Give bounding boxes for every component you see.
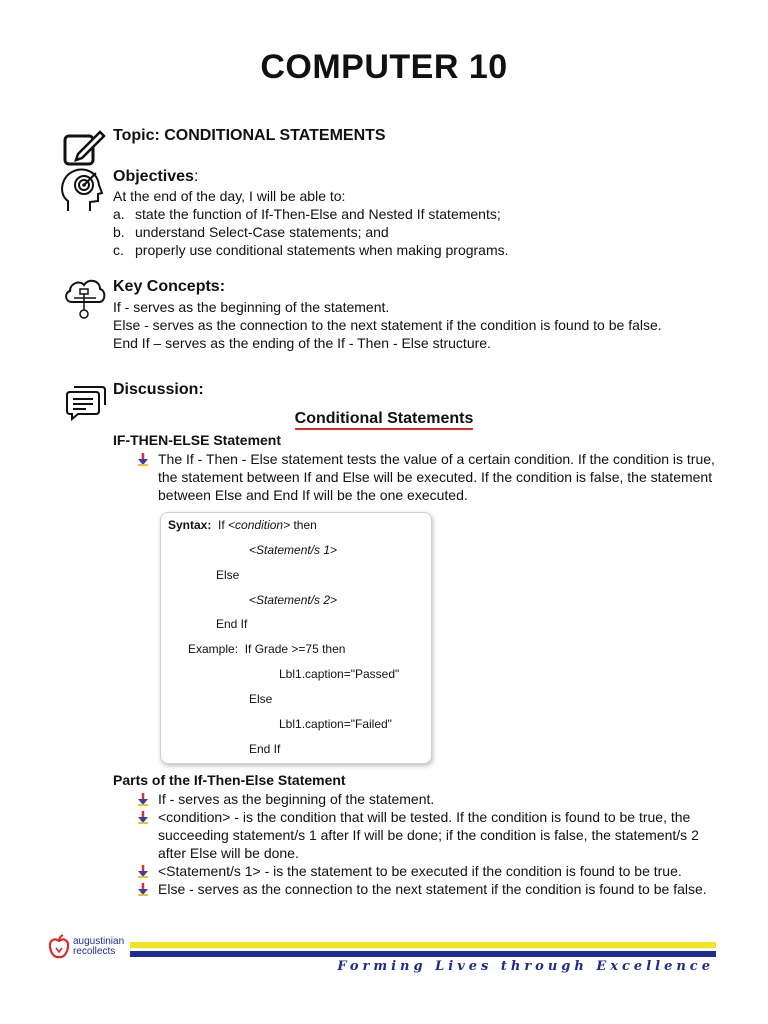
key-concept-line: If - serves as the beginning of the statement. <box>113 299 390 315</box>
list-item: c. properly use conditional statements when making programs. <box>113 242 509 258</box>
list-item: <Statement/s 1> - is the statement to be executed if the condition is found to be true. <box>136 862 726 880</box>
intro-bullet-list <box>136 450 716 504</box>
key-concept-line: End If – serves as the ending of the If - Then - Else structure. <box>113 335 491 351</box>
objectives-heading: Objectives: <box>113 168 199 185</box>
cloud-network-icon <box>62 272 108 322</box>
objectives-intro: At the end of the day, I will be able to: <box>113 188 346 204</box>
footer-motto: Forming Lives through Excellence <box>337 959 714 974</box>
list-item: If - serves as the beginning of the statement. <box>136 790 726 808</box>
footer-blue-bar <box>130 951 716 957</box>
example-end-if: End If <box>249 742 281 756</box>
edit-note-icon <box>62 128 106 168</box>
bullet-arrow-icon <box>136 810 150 824</box>
discussion-heading: Discussion: <box>113 381 204 398</box>
bullet-arrow-icon <box>136 882 150 896</box>
example-failed: Lbl1.caption="Failed" <box>279 717 392 731</box>
list-item: a. state the function of If-Then-Else and Nested If statements; <box>113 206 501 222</box>
footer-yellow-bar <box>130 942 716 948</box>
parts-list <box>136 790 726 898</box>
list-item: The If - Then - Else statement tests the value of a certain condition. If the condition is true, the statement between If and Else will be executed. If the condition is false, the statement between Else and End If will be the one executed. <box>136 450 716 504</box>
example-else: Else <box>249 692 273 706</box>
target-head-icon <box>58 165 104 215</box>
bullet-arrow-icon <box>136 452 150 466</box>
key-concepts-heading: Key Concepts: <box>113 278 226 295</box>
bullet-arrow-icon <box>136 864 150 878</box>
example-passed: Lbl1.caption="Passed" <box>279 667 400 681</box>
bullet-arrow-icon <box>136 792 150 806</box>
logo-line-2: recollects <box>73 946 116 957</box>
syntax-label: Syntax: <box>168 518 212 532</box>
topic-value: CONDITIONAL STATEMENTS <box>164 127 386 144</box>
syntax-box: Syntax: If <condition> then <Statement/s 1> Else <Statement/s 2> End If Example: If Grade >=75 then Lbl1.caption="Passed" Else Lbl1.caption="Failed" End If <box>160 512 432 764</box>
logo-line-1: augustinian <box>73 936 125 947</box>
section-title: Conditional Statements <box>0 410 768 428</box>
list-item: Else - serves as the connection to the next statement if the condition is found to be false. <box>136 880 726 898</box>
topic-line <box>113 127 386 145</box>
topic-label: Topic: <box>113 127 165 144</box>
apple-logo-icon <box>48 934 70 960</box>
statement-2: <Statement/s 2> <box>249 593 338 607</box>
else-keyword: Else <box>216 568 240 582</box>
statement-1: <Statement/s 1> <box>249 543 338 557</box>
list-item: <condition> - is the condition that will be tested. If the condition is found to be true, the succeeding statement/s 1 after If will be done; if the condition is false, the statement/s 2 after Else will be done. <box>136 808 726 862</box>
school-logo <box>48 934 124 960</box>
if-then-else-subheading: IF-THEN-ELSE Statement <box>113 432 282 448</box>
example-label: Example: <box>188 642 239 656</box>
end-if-keyword: End If <box>216 617 248 631</box>
objectives-list <box>113 205 713 259</box>
list-item: b. understand Select-Case statements; and <box>113 224 389 240</box>
key-concept-line: Else - serves as the connection to the next statement if the condition is found to be false. <box>113 317 662 333</box>
page-title: COMPUTER 10 <box>260 48 508 86</box>
parts-heading: Parts of the If-Then-Else Statement <box>113 772 346 788</box>
